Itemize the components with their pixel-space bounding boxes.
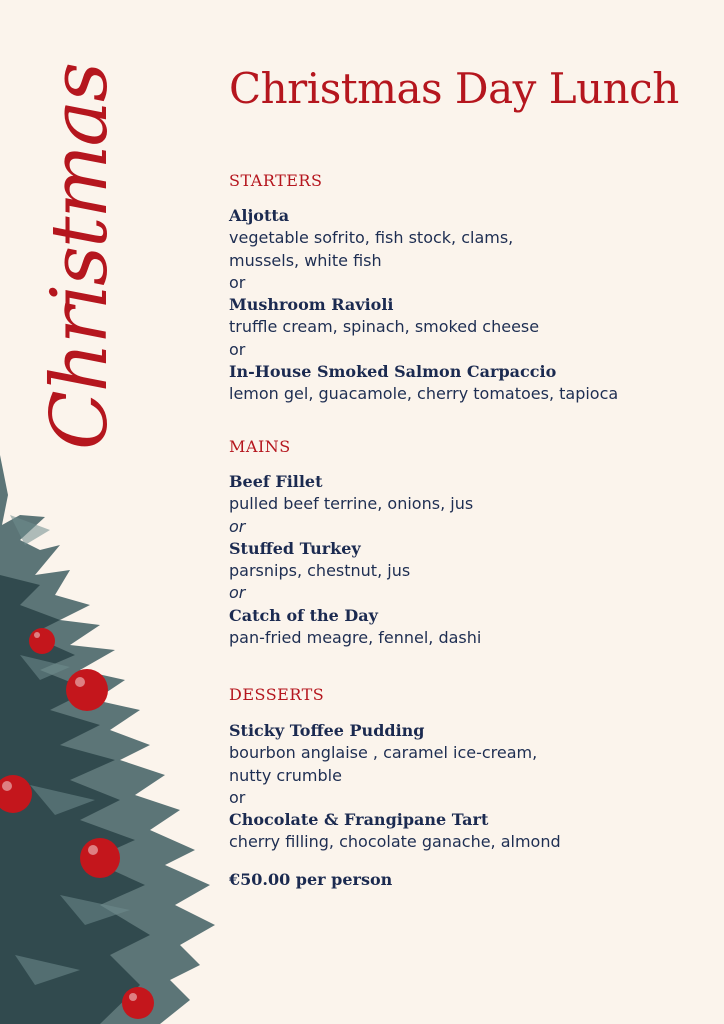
dish-name: Sticky Toffee Pudding: [229, 721, 425, 740]
christmas-tree-illustration: [0, 455, 230, 1024]
dish-description: parsnips, chestnut, jus: [229, 561, 411, 581]
desserts-section: [229, 720, 699, 854]
dish-name: Mushroom Ravioli: [229, 295, 394, 315]
price-per-person: €50.00 per person: [229, 870, 393, 889]
dish-description: cherry filling, chocolate ganache, almond: [229, 832, 561, 852]
dish-name: Aljotta: [229, 206, 290, 225]
starters-heading: STARTERS: [229, 171, 323, 190]
or-separator: or: [229, 583, 246, 603]
dish-description: truffle cream, spinach, smoked cheese: [229, 317, 540, 337]
dish-name: Catch of the Day: [229, 605, 378, 625]
mains-heading: MAINS: [229, 437, 291, 456]
dish-description: nutty crumble: [229, 765, 342, 785]
menu-title: Christmas Day Lunch: [229, 64, 679, 113]
dish-description: pan-fried meagre, fennel, dashi: [229, 628, 482, 648]
or-separator: or: [229, 339, 246, 359]
desserts-heading: DESSERTS: [229, 685, 325, 704]
dish-description: bourbon anglaise , caramel ice-cream,: [229, 743, 538, 763]
dish-name: Stuffed Turkey: [229, 538, 361, 558]
dish-description: mussels, white fish: [229, 250, 382, 270]
dish-name: Chocolate & Frangipane Tart: [229, 810, 489, 830]
dish-description: vegetable sofrito, fish stock, clams,: [229, 228, 514, 248]
dish-description: lemon gel, guacamole, cherry tomatoes, tapioca: [229, 384, 619, 404]
dish-name: Beef Fillet: [229, 472, 323, 491]
dish-name: In-House Smoked Salmon Carpaccio: [229, 362, 557, 382]
or-separator: or: [229, 516, 246, 536]
christmas-script-decoration: Christmas: [35, 63, 125, 450]
starters-section: [229, 205, 699, 406]
dish-description: pulled beef terrine, onions, jus: [229, 494, 474, 514]
or-separator: or: [229, 272, 246, 292]
mains-section: [229, 471, 699, 649]
or-separator: or: [229, 787, 246, 807]
